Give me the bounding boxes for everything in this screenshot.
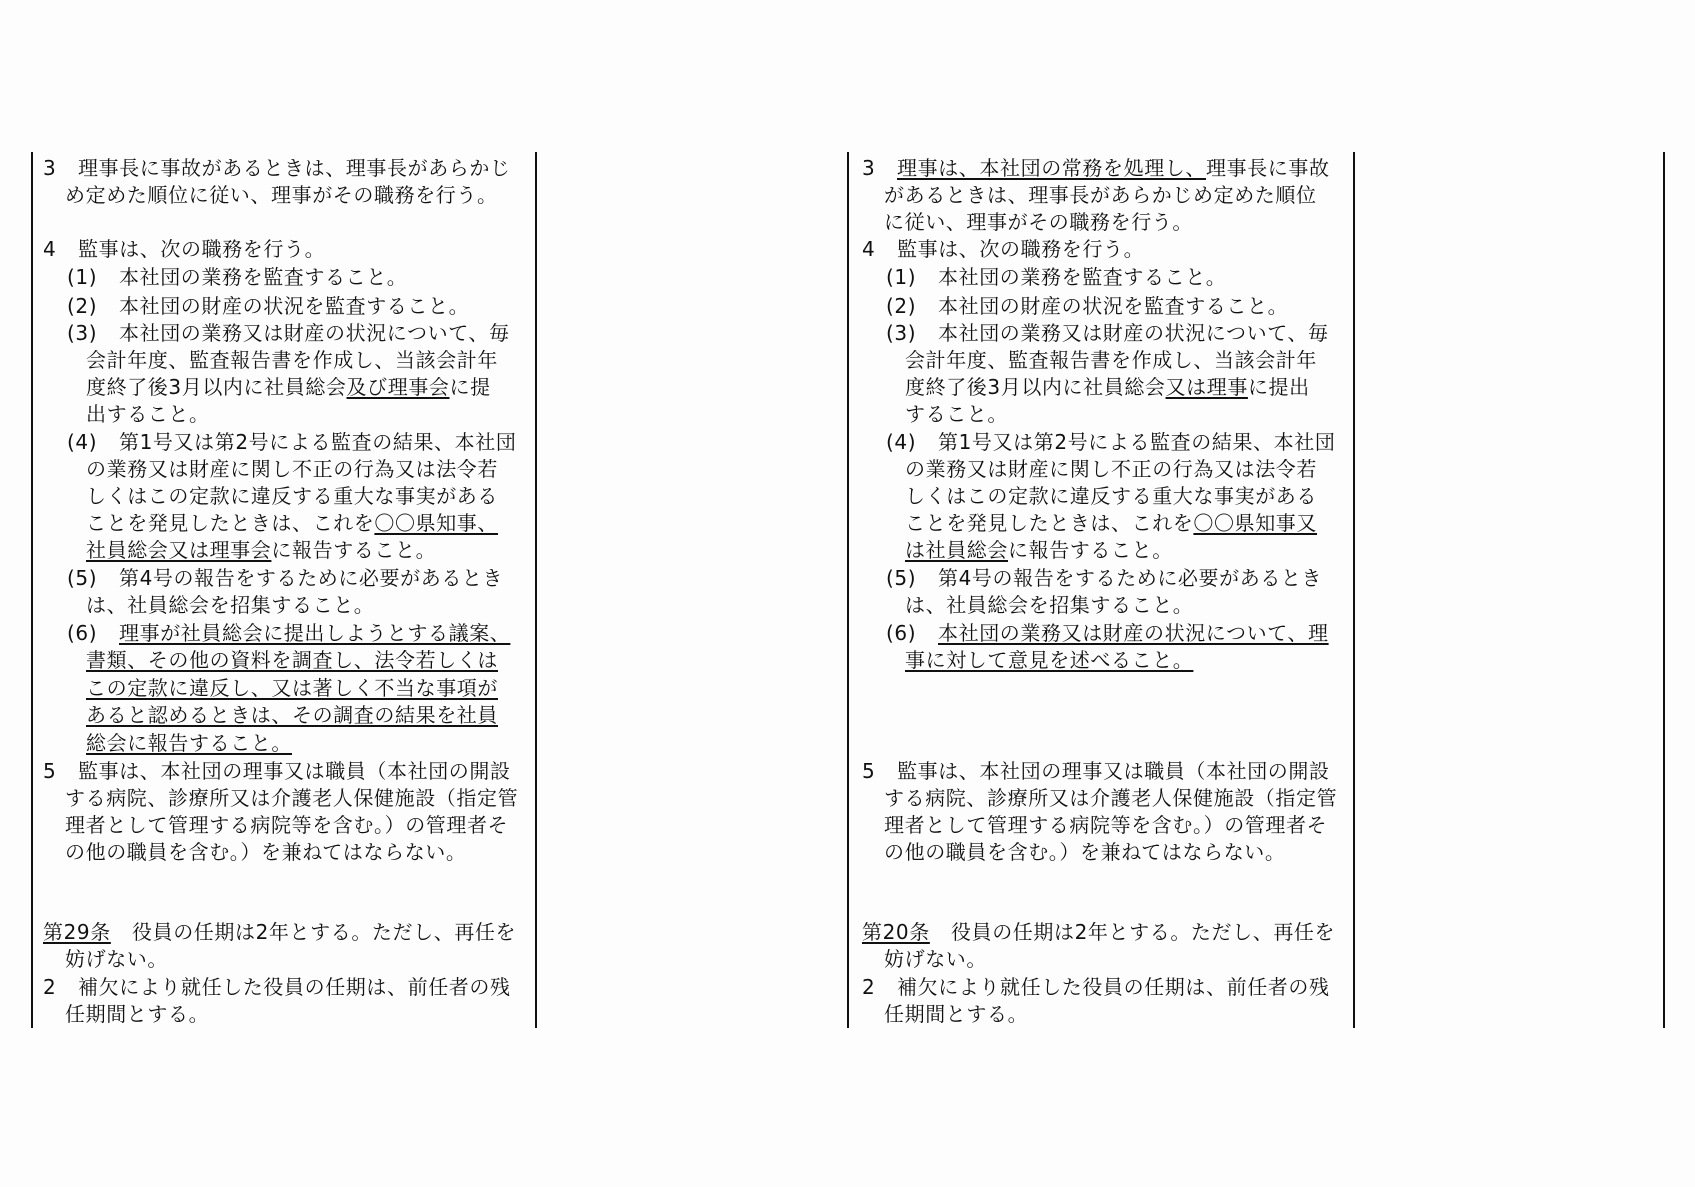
text-segment: の業務又は財産に関し不正の行為又は法令若 (905, 457, 1317, 481)
text-line (119, 621, 510, 645)
text-line (897, 237, 1144, 261)
text-segment: 任期間とする。 (65, 1002, 210, 1026)
text-segment: 理者として管理する病院等を含む。）の管理者そ (884, 813, 1328, 837)
amended-text: 理事は、本社団の常務を処理し、 (897, 156, 1206, 180)
text-segment: 第4号の報告をするために必要があるとき (938, 566, 1323, 590)
text-segment: 第1号又は第2号による監査の結果、本社団 (119, 430, 517, 454)
text-line (905, 593, 1193, 617)
item-number: 2 (43, 975, 57, 999)
text-line (884, 1002, 1028, 1026)
text-segment: しくはこの定款に違反する重大な事実がある (905, 484, 1317, 508)
amended-text: 本社団の業務又は財産の状況について、理 (938, 621, 1329, 645)
text-segment: 本社団の業務を監査すること。 (119, 265, 408, 289)
item-number: 4 (862, 237, 876, 261)
text-segment: 理事長に事故があるときは、理事長があらかじ (78, 156, 511, 180)
text-line (132, 920, 516, 944)
text-segment: する病院、診療所又は介護老人保健施設（指定管 (884, 786, 1338, 810)
item-number: 2 (862, 975, 876, 999)
item-number: 4 (43, 237, 57, 261)
text-line (65, 183, 498, 207)
text-segment: 監事は、次の職務を行う。 (78, 237, 326, 261)
text-line (86, 402, 210, 426)
text-segment: 任期間とする。 (884, 1002, 1029, 1026)
column-border-right-outer (847, 152, 849, 1028)
text-line (86, 348, 498, 372)
text-segment: しくはこの定款に違反する重大な事実がある (86, 484, 498, 508)
text-line (905, 348, 1317, 372)
text-segment: の業務又は財産に関し不正の行為又は法令若 (86, 457, 498, 481)
item-number: (5) (886, 566, 917, 590)
text-segment: に従い、理事がその職務を行う。 (884, 210, 1193, 234)
text-segment: 監事は、次の職務を行う。 (897, 237, 1145, 261)
text-segment: 本社団の業務又は財産の状況について、毎 (938, 321, 1329, 345)
text-segment: 第1号又は第2号による監査の結果、本社団 (938, 430, 1336, 454)
text-segment: 本社団の業務を監査すること。 (938, 265, 1227, 289)
text-segment: ことを発見したときは、これを (86, 511, 375, 535)
text-segment: があるときは、理事長があらかじめ定めた順位 (884, 183, 1317, 207)
text-line (119, 566, 503, 590)
amended-text: 理事が社員総会に提出しようとする議案、 (119, 621, 511, 645)
text-line (905, 457, 1317, 481)
amended-text: 事に対して意見を述べること。 (905, 648, 1194, 672)
column-border-left-inner (535, 152, 537, 1028)
text-segment: 監事は、本社団の理事又は職員（本社団の開設 (897, 759, 1330, 783)
text-segment: 役員の任期は2年とする。ただし、再任を (951, 920, 1336, 944)
text-segment: すること。 (905, 402, 1008, 426)
text-line (65, 840, 467, 864)
text-segment: する病院、診療所又は介護老人保健施設（指定管 (65, 786, 519, 810)
text-line (65, 813, 508, 837)
item-number: (2) (67, 294, 98, 318)
text-segment: 役員の任期は2年とする。ただし、再任を (132, 920, 517, 944)
text-line (86, 676, 498, 700)
text-segment: に提出 (1247, 375, 1310, 399)
text-line (905, 402, 1008, 426)
text-line (119, 430, 516, 454)
text-segment: の他の職員を含む。）を兼ねてはならない。 (884, 840, 1286, 864)
text-line (86, 703, 498, 727)
text-line (938, 430, 1335, 454)
amended-text: 社員総会又は理事会 (86, 538, 272, 562)
item-number: (1) (67, 265, 98, 289)
text-line (938, 265, 1226, 289)
amended-text: この定款に違反し、又は著しく不当な事項が (86, 676, 498, 700)
item-number: (6) (67, 621, 98, 645)
text-segment: 出すること。 (86, 402, 210, 426)
item-number: (3) (67, 321, 98, 345)
item-number: (3) (886, 321, 917, 345)
text-segment: 本社団の業務又は財産の状況について、毎 (119, 321, 510, 345)
column-border-left-outer (31, 152, 33, 1028)
text-line (905, 648, 1193, 672)
article-number: 第29条 (43, 920, 111, 944)
text-line (119, 265, 407, 289)
text-segment: 理事長に事故 (1206, 156, 1330, 180)
text-segment: 妨げない。 (65, 947, 168, 971)
item-number: (1) (886, 265, 917, 289)
text-segment: 会計年度、監査報告書を作成し、当該会計年 (905, 348, 1317, 372)
item-number: (4) (67, 430, 98, 454)
item-number: (5) (67, 566, 98, 590)
text-line (884, 210, 1193, 234)
text-line (938, 321, 1329, 345)
text-segment: 本社団の財産の状況を監査すること。 (938, 294, 1289, 318)
text-segment: 第4号の報告をするために必要があるとき (119, 566, 504, 590)
amended-text: 又は理事 (1165, 375, 1248, 399)
text-line (951, 920, 1335, 944)
column-border-right-inner (1353, 152, 1355, 1028)
text-segment: に提 (449, 375, 491, 399)
text-line (86, 593, 374, 617)
item-number: 5 (862, 759, 876, 783)
amended-text: 総会に報告すること。 (86, 731, 292, 755)
text-line (86, 648, 498, 672)
item-number: (2) (886, 294, 917, 318)
text-line (78, 759, 511, 783)
text-line (884, 786, 1337, 810)
amended-text: あると認めるときは、その調査の結果を社員 (86, 703, 498, 727)
amended-text: 書類、その他の資料を調査し、法令若しくは (86, 648, 498, 672)
text-line (86, 538, 436, 562)
column-border-far-right (1663, 152, 1665, 1028)
text-line (938, 294, 1288, 318)
text-line (897, 975, 1330, 999)
text-line (884, 183, 1317, 207)
amended-text: 〇〇県知事、 (374, 511, 499, 535)
text-line (938, 566, 1322, 590)
amended-text: は社員総会 (905, 538, 1008, 562)
text-segment: 妨げない。 (884, 947, 987, 971)
text-segment: 補欠により就任した役員の任期は、前任者の残 (897, 975, 1330, 999)
text-line (78, 975, 511, 999)
text-line (65, 947, 168, 971)
text-line (905, 538, 1173, 562)
item-number: 3 (43, 156, 57, 180)
item-number: (4) (886, 430, 917, 454)
text-line (86, 457, 498, 481)
text-line (86, 731, 292, 755)
text-line (86, 511, 498, 535)
text-segment: め定めた順位に従い、理事がその職務を行う。 (65, 183, 498, 207)
text-segment: 理者として管理する病院等を含む。）の管理者そ (65, 813, 509, 837)
item-number: 5 (43, 759, 57, 783)
text-segment: 度終了後3月以内に社員総会 (905, 375, 1166, 399)
text-line (884, 813, 1327, 837)
text-segment: 監事は、本社団の理事又は職員（本社団の開設 (78, 759, 511, 783)
text-line (884, 840, 1286, 864)
text-segment: に報告すること。 (1008, 538, 1173, 562)
text-line (905, 375, 1310, 399)
item-number: 3 (862, 156, 876, 180)
text-line (884, 947, 987, 971)
text-segment: ことを発見したときは、これを (905, 511, 1194, 535)
text-line (905, 511, 1317, 535)
text-segment: は、社員総会を招集すること。 (905, 593, 1194, 617)
amended-text: 及び理事会 (346, 375, 450, 399)
article-number: 第20条 (862, 920, 930, 944)
text-segment: の他の職員を含む。）を兼ねてはならない。 (65, 840, 467, 864)
text-line (78, 156, 511, 180)
text-line (65, 786, 518, 810)
text-line (938, 621, 1329, 645)
amended-text: 〇〇県知事又 (1193, 511, 1318, 535)
item-number: (6) (886, 621, 917, 645)
text-line (86, 484, 498, 508)
text-segment: は、社員総会を招集すること。 (86, 593, 375, 617)
text-line (119, 321, 510, 345)
text-segment: 度終了後3月以内に社員総会 (86, 375, 347, 399)
text-line (905, 484, 1317, 508)
text-line (897, 156, 1330, 180)
text-line (65, 1002, 209, 1026)
text-segment: 補欠により就任した役員の任期は、前任者の残 (78, 975, 511, 999)
text-segment: 本社団の財産の状況を監査すること。 (119, 294, 470, 318)
text-line (119, 294, 469, 318)
text-segment: に報告すること。 (271, 538, 437, 562)
text-line (86, 375, 491, 399)
text-segment: 会計年度、監査報告書を作成し、当該会計年 (86, 348, 498, 372)
text-line (897, 759, 1330, 783)
text-line (78, 237, 325, 261)
